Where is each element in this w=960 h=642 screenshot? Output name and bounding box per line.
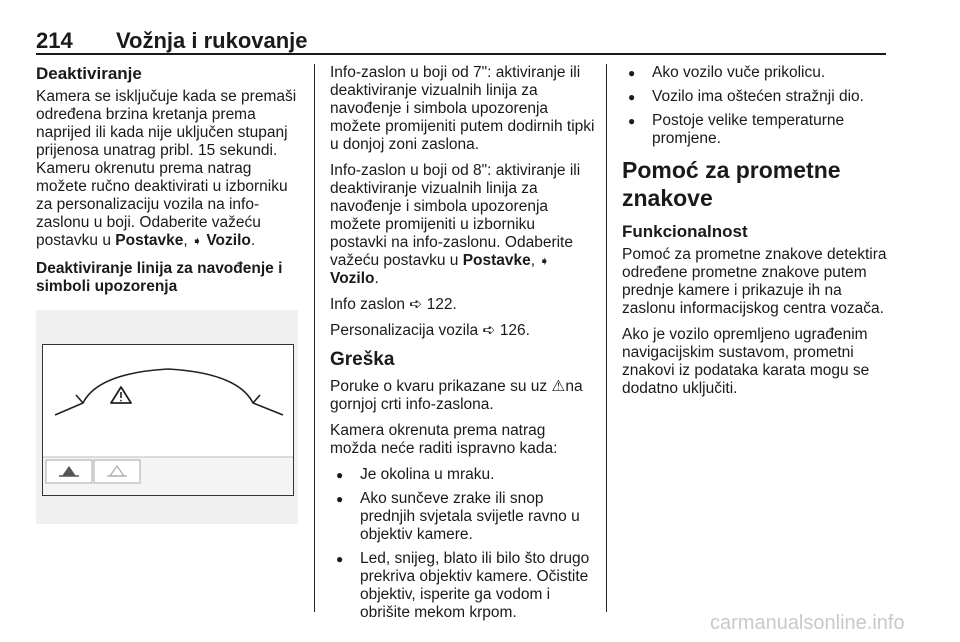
list-item: ● Led, snijeg, blato ili bilo što drugo prekriva objektiv kamere. Očistite objektiv, isperite ga vodom i obrišite mekom krpom. [330, 550, 595, 622]
reference-info-display[interactable]: Info zaslon ➪ 122. [330, 296, 457, 313]
paragraph-8inch: Info-zaslon u boji od 8": aktiviranje ili deaktiviranje vizualnih linija za navođenje i simbola upozorenja možete promijeniti u izborniku postavki na info-zaslonu. Odaberite važeću postavku u Postavke, ➧ Vozilo. [330, 162, 581, 287]
guidelines-toggle-button[interactable] [46, 460, 92, 483]
warning-symbols-toggle-button[interactable] [94, 460, 140, 483]
header-rule [36, 53, 886, 55]
paragraph-7inch: Info-zaslon u boji od 7": aktiviranje ili deaktiviranje vizualnih linija za navođenje i simbola upozorenja možete promijeniti putem dodirnih tipki u donjoj zoni zaslona. [330, 64, 595, 153]
column-divider-1 [314, 64, 315, 612]
paragraph-deactivation: Kamera se isključuje kada se premaši određena brzina kretanja prema naprijed ili kada nije uključen stupanj prijenosa unatrag pribl. 15 sekundi. Kameru okrenutu prema natrag možete ručno deaktivirati u izborniku za personalizaciju vozila na info-zaslonu u boji. Odaberite važeću postavku u Postavke, ➧ Vozilo. [36, 88, 297, 249]
menu-vehicle: Vozilo [330, 270, 375, 287]
column-divider-2 [606, 64, 607, 612]
camera-screen [42, 344, 294, 496]
column-2 [330, 64, 595, 630]
list-item: ● Postoje velike temperaturne promjene. [622, 112, 887, 148]
conditions-list [330, 466, 595, 622]
heading-traffic-sign-assist: Pomoć za prometne znakove [622, 157, 841, 211]
menu-arrow-icon: ➧ [539, 254, 550, 268]
warning-triangle-icon [111, 387, 131, 403]
page-header [36, 28, 886, 56]
watermark: carmanualsonline.info [710, 612, 905, 634]
list-item: ● Ako vozilo vuče prikolicu. [622, 64, 887, 82]
menu-vehicle: Vozilo [206, 232, 251, 249]
paragraph-error-messages: Poruke o kvaru prikazane su uz ⚠na gornjoj crti info-zaslona. [330, 378, 583, 413]
column-3 [622, 64, 887, 406]
menu-settings: Postavke [462, 252, 531, 269]
list-item: ● Vozilo ima oštećen stražnji dio. [622, 88, 887, 106]
guideline-drawing [43, 345, 293, 495]
list-item: ● Ako sunčeve zrake ili snop prednjih svjetala svijetle ravno u objektiv kamere. [330, 490, 595, 544]
column-1 [36, 64, 301, 524]
page-reference-icon: ➪ [409, 296, 423, 313]
menu-settings: Postavke [115, 232, 184, 249]
heading-guidelines: Deaktiviranje linija za navođenje i simboli upozorenja [36, 260, 283, 295]
page-number: 214 [36, 28, 73, 53]
paragraph-navigation-data: Ako je vozilo opremljeno ugrađenim navigacijskim sustavom, prometni znakovi iz podataka karata mogu se dodatno uključiti. [622, 326, 870, 397]
paragraph-camera-conditions: Kamera okrenuta prema natrag možda neće raditi ispravno kada: [330, 422, 558, 457]
menu-arrow-icon: ➧ [191, 234, 203, 248]
heading-functionality: Funkcionalnost [622, 222, 748, 241]
conditions-list-continued [622, 64, 887, 148]
heading-error: Greška [330, 349, 395, 370]
camera-display-illustration [36, 310, 298, 524]
page-reference-icon: ➪ [482, 322, 496, 339]
reference-vehicle-personalization[interactable]: Personalizacija vozila ➪ 126. [330, 322, 530, 339]
paragraph-traffic-sign-detection: Pomoć za prometne znakove detektira određene prometne znakove putem prednje kamere i prikazuje ih na zaslonu informacijskog centra vozača. [622, 246, 887, 317]
list-item: ● Je okolina u mraku. [330, 466, 595, 484]
section-title: Vožnja i rukovanje [116, 28, 308, 53]
warning-icon: ⚠ [551, 378, 566, 395]
heading-deactivation: Deaktiviranje [36, 64, 142, 83]
